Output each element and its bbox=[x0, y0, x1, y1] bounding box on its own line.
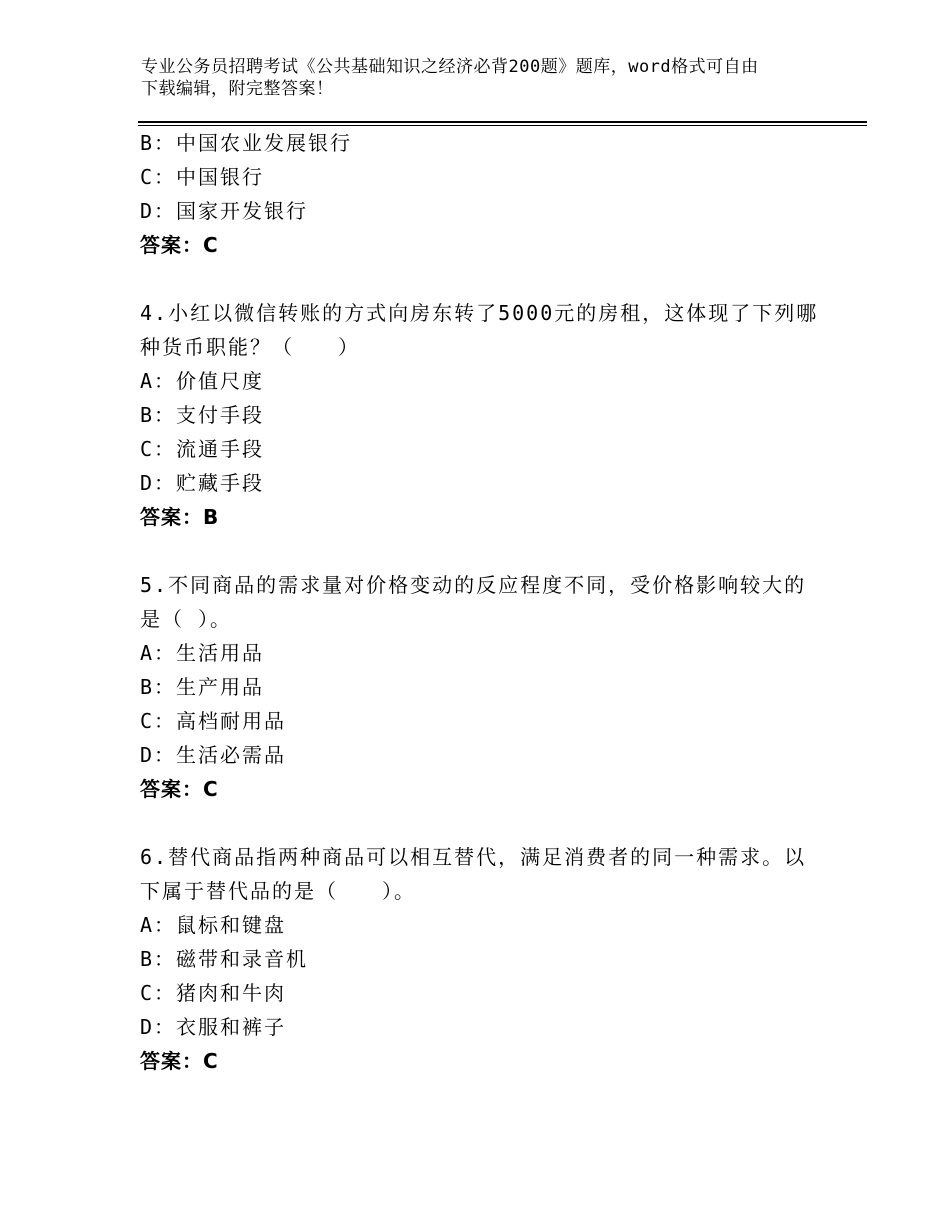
answer: 答案：C bbox=[140, 1049, 219, 1073]
answer: 答案：B bbox=[140, 505, 220, 529]
header-line-2: 下载编辑，附完整答案！ bbox=[141, 79, 334, 99]
option-d: D：贮藏手段 bbox=[140, 471, 265, 495]
spacer bbox=[140, 262, 840, 296]
question-stem: 4.小红以微信转账的方式向房东转了5000元的房租，这体现了下列哪 bbox=[140, 301, 819, 325]
spacer bbox=[140, 806, 840, 840]
option-c: C：高档耐用品 bbox=[140, 709, 287, 733]
option-c: C：中国银行 bbox=[140, 165, 265, 189]
question-4 bbox=[140, 296, 840, 534]
header-divider-thick bbox=[138, 121, 867, 123]
question-stem: 是（ ）。 bbox=[140, 607, 233, 631]
option-d: D：国家开发银行 bbox=[140, 199, 309, 223]
question-stem: 种货币职能？（ ） bbox=[140, 335, 360, 359]
question-6 bbox=[140, 840, 840, 1078]
option-b: B：生产用品 bbox=[140, 675, 265, 699]
option-c: C：流通手段 bbox=[140, 437, 265, 461]
option-d: D：生活必需品 bbox=[140, 743, 287, 767]
option-a: A：生活用品 bbox=[140, 641, 265, 665]
option-b: B：中国农业发展银行 bbox=[140, 131, 353, 155]
option-b: B：磁带和录音机 bbox=[140, 947, 309, 971]
answer: 答案：C bbox=[140, 233, 219, 257]
question-stem: 下属于替代品的是（ ）。 bbox=[140, 879, 416, 903]
question-list bbox=[140, 126, 840, 1078]
question-5 bbox=[140, 568, 840, 806]
header-line-1: 专业公务员招聘考试《公共基础知识之经济必背200题》题库，word格式可自由 bbox=[141, 57, 759, 77]
option-d: D：衣服和裤子 bbox=[140, 1015, 287, 1039]
option-c: C：猪肉和牛肉 bbox=[140, 981, 287, 1005]
question-3 bbox=[140, 126, 840, 262]
answer: 答案：C bbox=[140, 777, 219, 801]
option-a: A：价值尺度 bbox=[140, 369, 265, 393]
page-header bbox=[141, 56, 821, 100]
option-b: B：支付手段 bbox=[140, 403, 265, 427]
option-a: A：鼠标和键盘 bbox=[140, 913, 287, 937]
spacer bbox=[140, 534, 840, 568]
question-stem: 5.不同商品的需求量对价格变动的反应程度不同，受价格影响较大的 bbox=[140, 573, 807, 597]
question-stem: 6.替代商品指两种商品可以相互替代，满足消费者的同一种需求。以 bbox=[140, 845, 807, 869]
